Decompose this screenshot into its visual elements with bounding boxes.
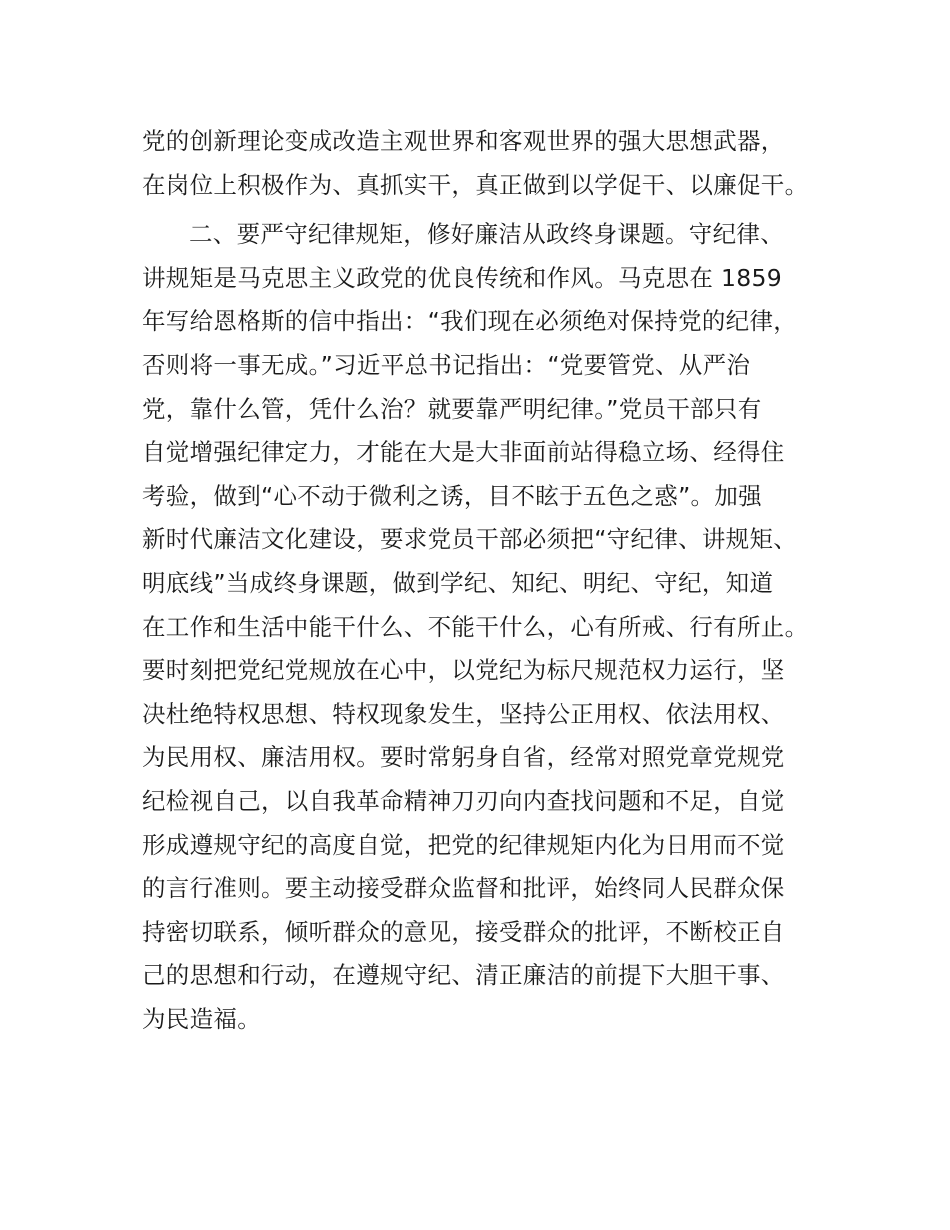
text-line: 持密切联系，倾听群众的意见，接受群众的批评，不断校正自 [142,917,785,946]
text-line: 考验，做到“心不动于微利之诱，目不眩于五色之惑”。加强 [142,481,762,510]
text-line: 在工作和生活中能干什么、不能干什么，心有所戒、行有所止。 [142,612,809,641]
text-line: 的言行准则。要主动接受群众监督和批评，始终同人民群众保 [142,874,785,903]
text-line: 明底线”当成终身课题，做到学纪、知纪、明纪、守纪，知道 [142,568,774,597]
text-line: 己的思想和行动，在遵规守纪、清正廉洁的前提下大胆干事、 [142,961,785,990]
text-line: 讲规矩是马克思主义政党的优良传统和作风。马克思在 1859 [142,263,782,292]
document-page [142,120,842,1041]
text-line: 新时代廉洁文化建设，要求党员干部必须把“守纪律、讲规矩、 [142,525,798,554]
text-line: 在岗位上积极作为、真抓实干，真正做到以学促干、以廉促干。 [142,170,809,199]
text-line-indented: 二、要严守纪律规矩，修好廉洁从政终身课题。守纪律、 [189,220,784,249]
text-line: 纪检视自己，以自我革命精神刀刃向内查找问题和不足，自觉 [142,786,785,815]
text-line: 否则将一事无成。”习近平总书记指出：“党要管党、从严治 [142,350,751,379]
text-line: 自觉增强纪律定力，才能在大是大非面前站得稳立场、经得住 [142,438,785,467]
text-line: 为民造福。 [142,1004,261,1033]
paragraph-1 [142,120,842,207]
text-line: 要时刻把党纪党规放在心中，以党纪为标尺规范权力运行，坚 [142,656,785,685]
text-line: 为民用权、廉洁用权。要时常躬身自省，经常对照党章党规党 [142,743,785,772]
text-line: 形成遵规守纪的高度自觉，把党的纪律规矩内化为日用而不觉 [142,830,785,859]
paragraph-2 [142,213,842,1041]
text-line: 党的创新理论变成改造主观世界和客观世界的强大思想武器， [142,127,785,155]
text-line: 党，靠什么管，凭什么治？就要靠严明纪律。”党员干部只有 [142,394,762,423]
text-line: 决杜绝特权思想、特权现象发生，坚持公正用权、依法用权、 [142,699,785,728]
text-line: 年写给恩格斯的信中指出：“我们现在必须绝对保持党的纪律， [142,307,798,336]
